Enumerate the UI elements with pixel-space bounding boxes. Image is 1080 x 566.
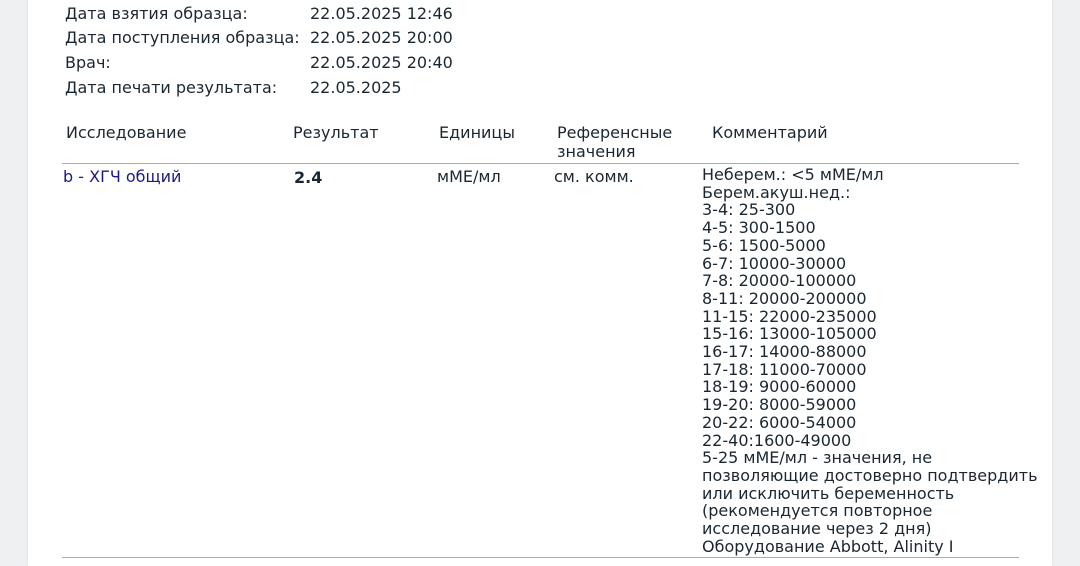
comment-line: 19-20: 8000-59000 <box>702 395 857 415</box>
doctor-value: 22.05.2025 20:40 <box>310 53 453 72</box>
comment-line: Берем.акуш.нед.: <box>702 182 851 202</box>
header-reference-line2: значения <box>557 142 636 161</box>
print-date-value: 22.05.2025 <box>310 78 402 97</box>
print-date-label: Дата печати результата: <box>65 78 278 97</box>
comment-line: 8-11: 20000-200000 <box>702 288 867 308</box>
comment-line: 22-40:1600-49000 <box>702 430 852 450</box>
comment-list <box>702 166 1038 555</box>
comment-line: 11-15: 22000-235000 <box>702 306 877 326</box>
doctor-label: Врач: <box>65 53 111 72</box>
comment-line: 17-18: 11000-70000 <box>702 359 867 379</box>
comment-line: (рекомендуется повторное <box>702 501 933 521</box>
lab-result-sheet <box>28 0 1052 566</box>
comment-line: 5-6: 1500-5000 <box>702 235 826 255</box>
comment-line: исследование через 2 дня) <box>702 519 932 539</box>
comment-line: 18-19: 9000-60000 <box>702 377 857 397</box>
header-study: Исследование <box>66 123 187 142</box>
header-result: Результат <box>293 123 379 142</box>
study-name: b - ХГЧ общий <box>63 167 182 186</box>
comment-line: или исключить беременность <box>702 483 955 503</box>
comment-line: 20-22: 6000-54000 <box>702 412 857 432</box>
comment-line: 15-16: 13000-105000 <box>702 324 877 344</box>
header-divider <box>62 163 1019 164</box>
result-units: мМЕ/мл <box>437 167 501 186</box>
comment-line: 6-7: 10000-30000 <box>702 253 847 273</box>
comment-line: 3-4: 25-300 <box>702 200 796 220</box>
reference-value: см. комм. <box>554 167 634 186</box>
sample-received-label: Дата поступления образца: <box>65 28 300 47</box>
sample-received-value: 22.05.2025 20:00 <box>310 28 453 47</box>
comment-line: 4-5: 300-1500 <box>702 218 816 238</box>
row-divider <box>62 557 1019 558</box>
header-reference-line1: Референсные <box>557 123 673 142</box>
comment-line: 7-8: 20000-100000 <box>702 271 857 291</box>
sample-taken-label: Дата взятия образца: <box>65 4 248 23</box>
result-value: 2.4 <box>294 168 323 187</box>
header-units: Единицы <box>439 123 515 142</box>
header-comment: Комментарий <box>712 123 828 142</box>
comment-line: 5-25 мМЕ/мл - значения, не <box>702 448 933 468</box>
comment-line: Оборудование Abbott, Alinity I <box>702 536 954 556</box>
comment-line: позволяющие достоверно подтвердить <box>702 465 1038 485</box>
comment-line: 16-17: 14000-88000 <box>702 342 867 362</box>
comment-line: Неберем.: <5 мМЕ/мл <box>702 165 884 184</box>
sample-taken-value: 22.05.2025 12:46 <box>310 4 453 23</box>
